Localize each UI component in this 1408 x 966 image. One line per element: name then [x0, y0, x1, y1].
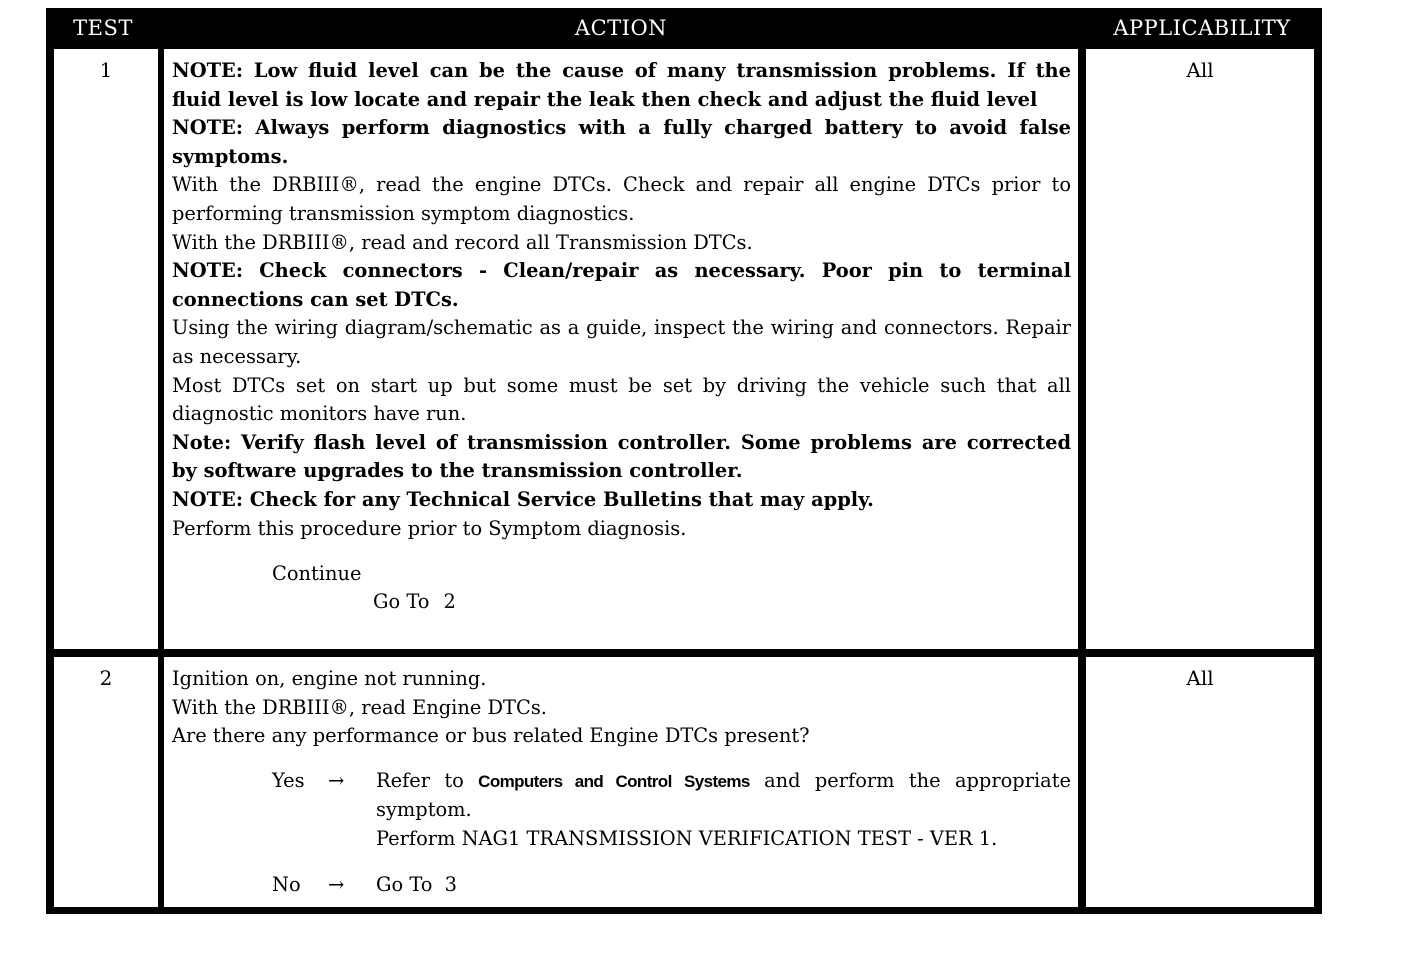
applicability-cell: [1086, 49, 1314, 649]
refer-prefix: Refer to: [376, 768, 464, 792]
answer-no: [172, 871, 1071, 900]
instruction-paragraph: Using the wiring diagram/schematic as a guide, inspect the wiring and connectors. Repair as necessary.: [172, 316, 1071, 368]
goto-label: Go To: [376, 872, 433, 896]
note-paragraph: NOTE: Always perform diagnostics with a fully charged battery to avoid false symptoms.: [172, 116, 1071, 168]
answer-text: [376, 767, 1071, 854]
goto-target: 2: [443, 590, 456, 614]
header-applicability: APPLICABILITY: [1113, 15, 1291, 40]
header-action: ACTION: [574, 15, 668, 40]
test-number-cell: [54, 49, 158, 649]
answer-yes: [172, 767, 1071, 854]
instruction-paragraph: Most DTCs set on start up but some must be set by driving the vehicle such that all diagnostic monitors have run.: [172, 373, 1071, 426]
diagnostic-table: [46, 8, 1322, 914]
instruction-paragraph: Perform this procedure prior to Symptom diagnosis.: [172, 516, 687, 540]
question-paragraph: Are there any performance or bus related Engine DTCs present?: [172, 724, 810, 748]
goto-target: 3: [444, 872, 457, 896]
test-number-cell: [54, 657, 158, 907]
answer-key: No: [272, 872, 301, 896]
note-paragraph: NOTE: Check for any Technical Service Bulletins that may apply.: [172, 487, 874, 511]
instruction-paragraph: With the DRBIII®, read and record all Transmission DTCs.: [172, 230, 753, 254]
refer-instruction: [376, 767, 1071, 825]
instruction-paragraph: Ignition on, engine not running.: [172, 667, 487, 690]
continue-label: Continue: [272, 562, 362, 586]
instruction-paragraph: With the DRBIII®, read the engine DTCs. Check and repair all engine DTCs prior to performing transmission symptom diagnostics.: [172, 173, 1071, 225]
action-cell: [164, 49, 1078, 649]
note-paragraph: Note: Verify flash level of transmission controller. Some problems are corrected by software upgrades to the transmission controller.: [172, 430, 1071, 483]
note-paragraph: NOTE: Check connectors - Clean/repair as necessary. Poor pin to terminal connections can set DTCs.: [172, 259, 1071, 311]
answer-key: Yes: [272, 768, 305, 792]
applicability-value: All: [1186, 58, 1214, 82]
test-number: 2: [99, 666, 113, 690]
action-cell: [164, 657, 1078, 907]
test-number: 1: [99, 58, 113, 82]
right-arrow-icon: →: [328, 872, 345, 896]
refer-target-link[interactable]: Computers and Control Systems: [478, 771, 750, 791]
header-test: TEST: [73, 15, 133, 40]
goto-link[interactable]: [373, 588, 1071, 616]
instruction-paragraph: With the DRBIII®, read Engine DTCs.: [172, 695, 547, 719]
applicability-value: All: [1186, 666, 1214, 690]
goto-link[interactable]: [376, 871, 1071, 900]
goto-label: Go To: [373, 590, 430, 614]
applicability-cell: [1086, 657, 1314, 907]
refer-suffix: and perform the appropriate symptom.: [376, 768, 1071, 822]
right-arrow-icon: →: [328, 768, 345, 792]
note-paragraph: NOTE: Low fluid level can be the cause of many transmission problems. If the fluid level is low locate and repair the leak then check and adjust the fluid level: [172, 59, 1071, 111]
followup-instruction: Perform NAG1 TRANSMISSION VERIFICATION TEST - VER 1.: [376, 826, 998, 850]
answer-list: [172, 767, 1071, 899]
